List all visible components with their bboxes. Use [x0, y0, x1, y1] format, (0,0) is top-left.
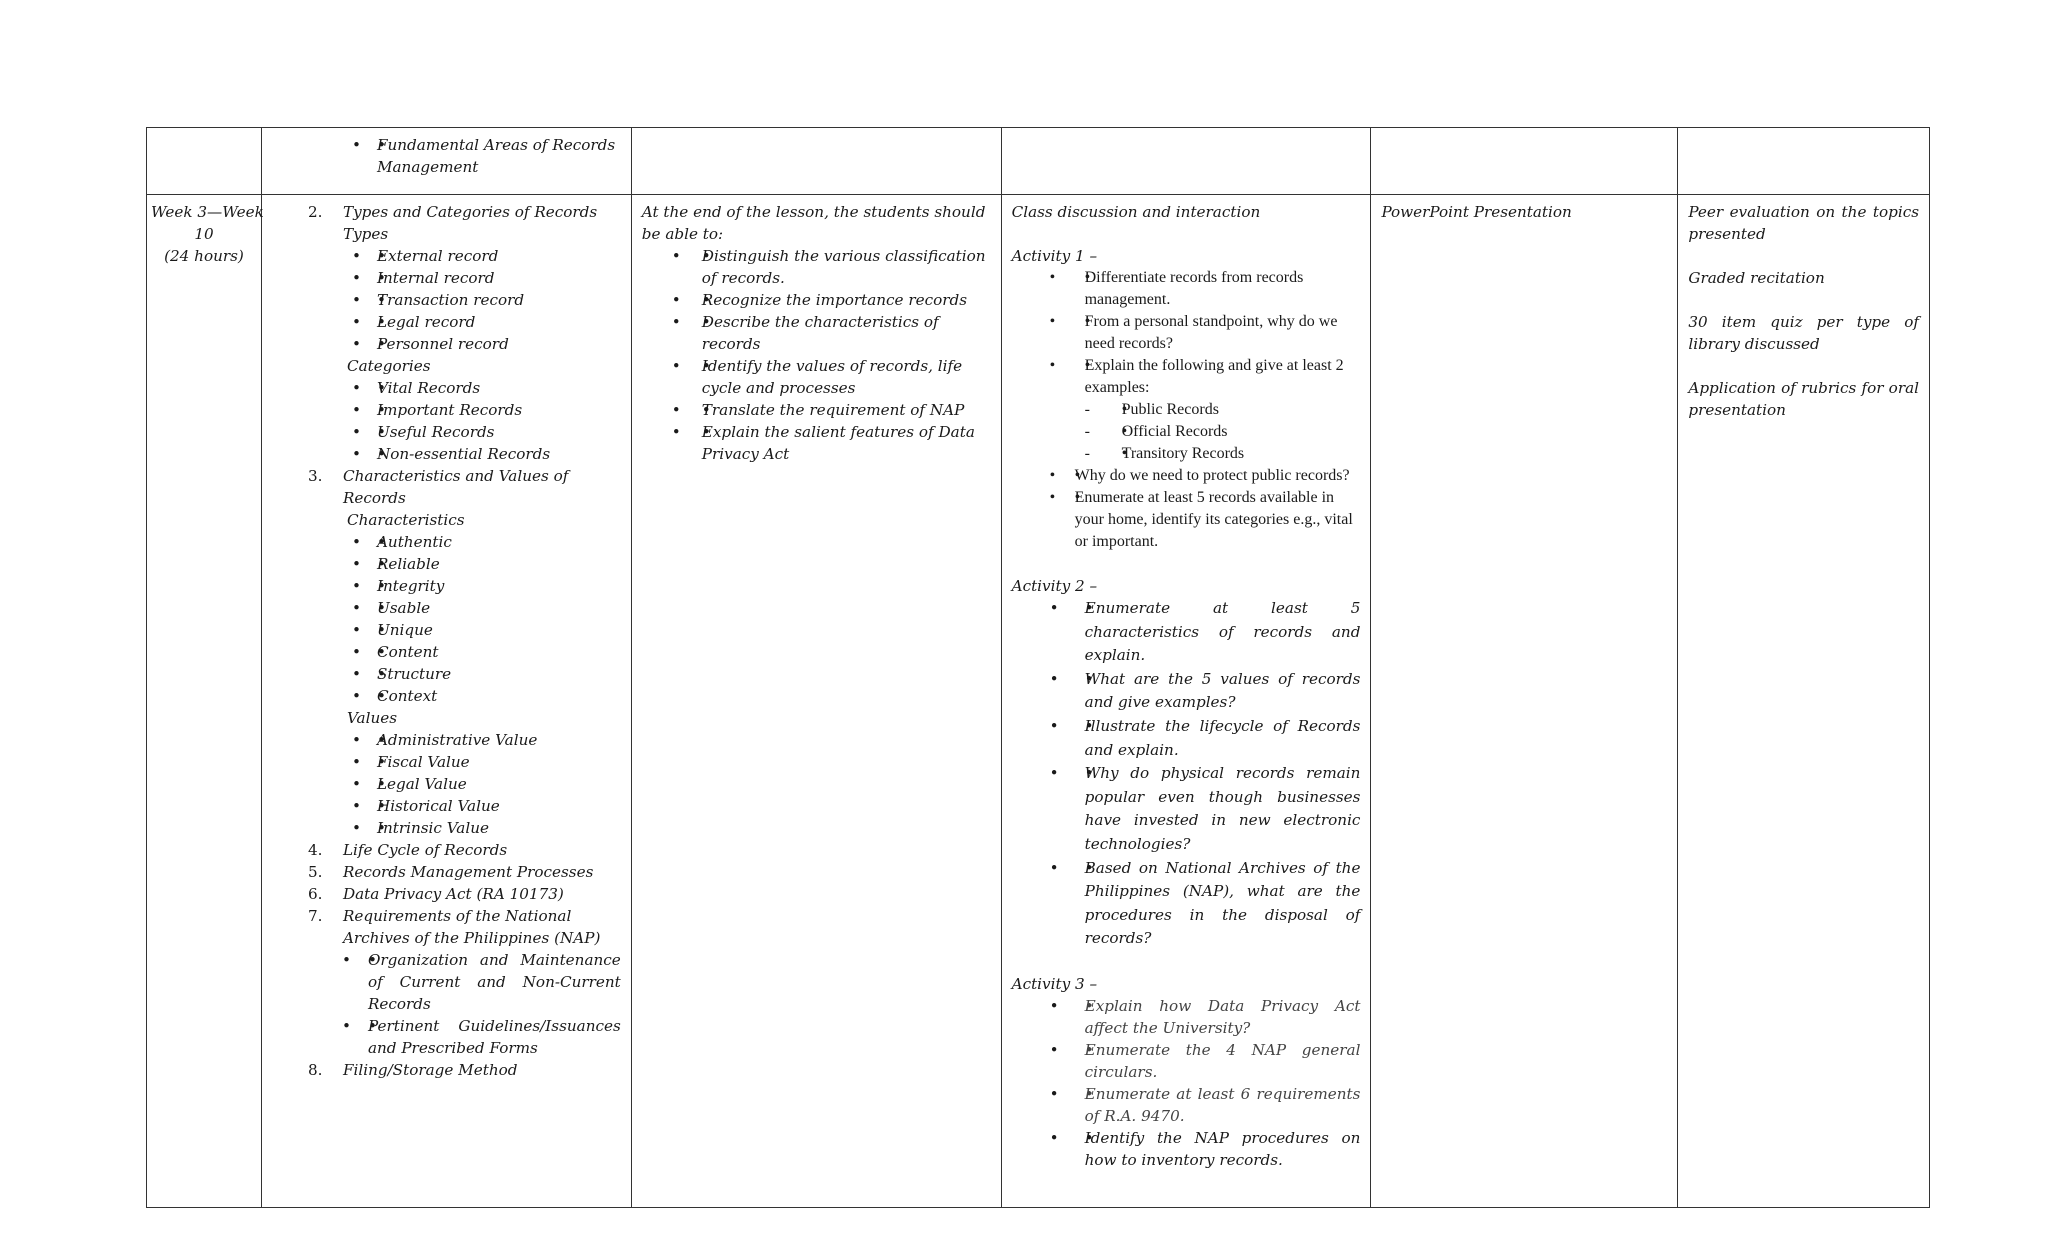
assessment-cell — [1678, 128, 1930, 195]
table-row — [147, 195, 1930, 1208]
topic-item: 5. Records Management Processes — [307, 863, 594, 881]
list-item: • • Enumerate at least 5 characteristics of records and explain. — [1012, 597, 1361, 668]
activities-cell — [1001, 195, 1371, 1208]
list-item: • • Pertinent Guidelines/Issuances and Prescribed Forms — [272, 1015, 621, 1059]
sub-heading: Types — [342, 225, 389, 243]
list-item: • • Transaction record — [272, 289, 621, 311]
list-item: • • Distinguish the various classification of records. — [642, 245, 991, 289]
list-item: • • Non-essential Records — [272, 443, 621, 465]
list-item: • • Based on National Archives of the Philippines (NAP), what are the procedures in the disposal of records? — [1012, 857, 1361, 951]
week-cell — [147, 128, 262, 195]
list-item: • • Enumerate at least 6 requirements of R.A. 9470. — [1012, 1083, 1361, 1127]
list-item: • • Translate the requirement of NAP — [642, 399, 991, 421]
list-item: • • Administrative Value — [272, 729, 621, 751]
list-item: • • Usable — [272, 597, 621, 619]
list-item: • • Important Records — [272, 399, 621, 421]
list-item: • • Organization and Maintenance of Current and Non-Current Records — [272, 949, 621, 1015]
topic-item: 4. Life Cycle of Records — [307, 841, 508, 859]
list-item: • • Identify the values of records, life cycle and processes — [642, 355, 991, 399]
activities-intro: Class discussion and interaction — [1011, 203, 1261, 221]
list-item: • • What are the 5 values of records and give examples? — [1012, 668, 1361, 715]
outcomes-cell — [631, 128, 1001, 195]
list-item: • • Unique — [272, 619, 621, 641]
assessment-item: Application of rubrics for oral presentation — [1688, 379, 1919, 419]
list-item: • • Why do physical records remain popular even though businesses have invested in new electronic technologies? — [1012, 762, 1361, 856]
list-item: • • Illustrate the lifecycle of Records and explain. — [1012, 715, 1361, 762]
list-item: • • Content — [272, 641, 621, 663]
list-item: • • Structure — [272, 663, 621, 685]
list-item: • • Personnel record — [272, 333, 621, 355]
list-item: • • Describe the characteristics of records — [642, 311, 991, 355]
list-item: • • Recognize the importance records — [642, 289, 991, 311]
topic-item: 6. Data Privacy Act (RA 10173) — [307, 885, 564, 903]
assessment-item: 30 item quiz per type of library discussed — [1688, 313, 1919, 353]
topics-cell — [261, 128, 631, 195]
list-item: • • Useful Records — [272, 421, 621, 443]
topic-item: 3. Characteristics and Values of Records — [307, 467, 569, 507]
syllabus-table — [146, 127, 1930, 1208]
list-item: • • Identify the NAP procedures on how to inventory records. — [1012, 1127, 1361, 1171]
table-row — [147, 128, 1930, 195]
topics-cell — [261, 195, 631, 1208]
list-item: • - Transitory Records — [1012, 443, 1361, 465]
list-item: • • Explain how Data Privacy Act affect the University? — [1012, 995, 1361, 1039]
list-item: • • Explain the following and give at least 2 examples: — [1012, 355, 1361, 399]
list-item: • • Enumerate the 4 NAP general circulars. — [1012, 1039, 1361, 1083]
outcomes-cell — [631, 195, 1001, 1208]
list-item: • • Intrinsic Value — [272, 817, 621, 839]
list-item: • • Explain the salient features of Data Privacy Act — [642, 421, 991, 465]
assessment-cell — [1678, 195, 1930, 1208]
list-item: • - Official Records — [1012, 421, 1361, 443]
list-item: • • External record — [272, 245, 621, 267]
list-item: • • Enumerate at least 5 records available in your home, identify its categories e.g., vital or important. — [1012, 487, 1361, 553]
list-item: • • Fundamental Areas of Records Management — [272, 134, 621, 178]
list-item: • - Public Records — [1012, 399, 1361, 421]
list-item: • • Reliable — [272, 553, 621, 575]
list-item: • • Authentic — [272, 531, 621, 553]
activity-1-label: Activity 1 – — [1011, 247, 1098, 265]
resources-cell — [1371, 128, 1678, 195]
list-item: • • Fiscal Value — [272, 751, 621, 773]
resources-cell: PowerPoint Presentation — [1371, 195, 1678, 1208]
week-cell: Week 3—Week 10 (24 hours) — [147, 195, 262, 1208]
assessment-item: Peer evaluation on the topics presented — [1688, 203, 1919, 243]
sub-heading: Categories — [346, 357, 431, 375]
list-item: • • Vital Records — [272, 377, 621, 399]
topic-item: 8. Filing/Storage Method — [307, 1061, 518, 1079]
topic-item: 2. Types and Categories of Records — [307, 203, 598, 221]
list-item: • • Integrity — [272, 575, 621, 597]
list-item: • • Why do we need to protect public records? — [1012, 465, 1361, 487]
list-item: • • Legal Value — [272, 773, 621, 795]
topic-item: 7. Requirements of the National Archives of the Philippines (NAP) — [307, 907, 601, 947]
list-item: • • Context — [272, 685, 621, 707]
sub-heading: Characteristics — [346, 511, 465, 529]
sub-heading: Values — [346, 709, 398, 727]
assessment-item: Graded recitation — [1688, 269, 1825, 287]
activity-2-label: Activity 2 – — [1011, 577, 1098, 595]
list-item: • • Internal record — [272, 267, 621, 289]
list-item: • • Legal record — [272, 311, 621, 333]
list-item: • • From a personal standpoint, why do we need records? — [1012, 311, 1361, 355]
list-item: • • Historical Value — [272, 795, 621, 817]
activity-3-label: Activity 3 – — [1011, 974, 1098, 993]
list-item: • • Differentiate records from records management. — [1012, 267, 1361, 311]
outcomes-intro: At the end of the lesson, the students should be able to: — [641, 203, 986, 243]
activities-cell — [1001, 128, 1371, 195]
